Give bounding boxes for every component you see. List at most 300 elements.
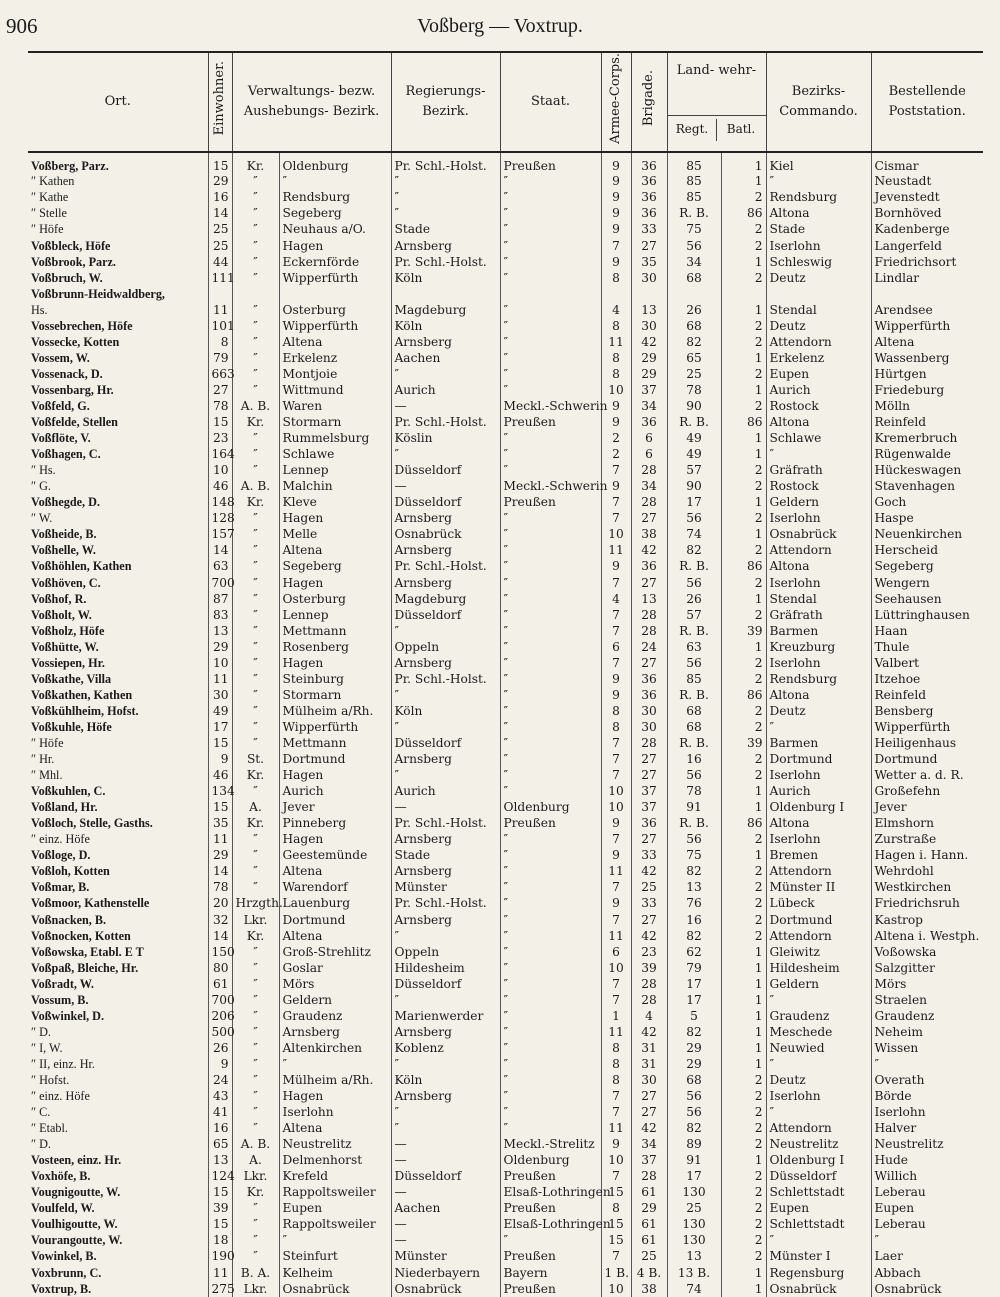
armeecorps-cell: 9: [601, 398, 631, 414]
regiment-cell: 82: [667, 1024, 721, 1040]
staat-cell: ″: [500, 527, 601, 543]
bataillon-cell: 1: [721, 976, 766, 992]
armeecorps-cell: 7: [601, 623, 631, 639]
armeecorps-cell: 10: [601, 382, 631, 398]
bezirkscommando-cell: ″: [766, 719, 871, 735]
staat-cell: Preußen: [500, 816, 601, 832]
verwaltung-cell: ″: [232, 784, 279, 800]
armeecorps-cell: 7: [601, 768, 631, 784]
poststation-cell: Lüttringhausen: [871, 607, 983, 623]
staat-cell: ″: [500, 864, 601, 880]
bezirkscommando-cell: Erkelenz: [766, 350, 871, 366]
bataillon-cell: 1: [721, 1265, 766, 1281]
staat-cell: Oldenburg: [500, 1153, 601, 1169]
regiment-cell: 85: [667, 190, 721, 206]
verwaltung-cell: ″: [232, 1072, 279, 1088]
poststation-cell: Börde: [871, 1089, 983, 1105]
ort-type: ″ Stelle: [31, 206, 67, 221]
ort-name: Voßmoor, Kathenstelle: [31, 896, 150, 911]
table-row: [28, 1153, 983, 1169]
brigade-cell: 37: [631, 800, 667, 816]
header-verwaltung: Verwaltungs- bezw. Aushebungs- Bezirk.: [232, 52, 391, 152]
bezirkscommando-cell: [766, 286, 871, 302]
aushebungsbezirk-cell: Kleve: [279, 495, 391, 511]
table-row: [28, 1233, 983, 1249]
einwohner-cell: 32: [208, 912, 232, 928]
aushebungsbezirk-cell: Aurich: [279, 784, 391, 800]
regierungsbezirk-cell: Pr. Schl.-Holst.: [391, 152, 500, 174]
regierungsbezirk-cell: Arnsberg: [391, 1089, 500, 1105]
ort-name: Voßpaß, Bleiche, Hr.: [31, 960, 139, 975]
poststation-cell: ″: [871, 1056, 983, 1072]
verwaltung-cell: ″: [232, 655, 279, 671]
bataillon-cell: 2: [721, 238, 766, 254]
staat-cell: [500, 286, 601, 302]
regiment-cell: 56: [667, 832, 721, 848]
header-brigade-label: Brigade.: [641, 70, 656, 127]
verwaltung-cell: ″: [232, 1056, 279, 1072]
poststation-cell: Wipperfürth: [871, 719, 983, 735]
aushebungsbezirk-cell: Wipperfürth: [279, 270, 391, 286]
regierungsbezirk-cell: ″: [391, 768, 500, 784]
regierungsbezirk-cell: Arnsberg: [391, 238, 500, 254]
ort-type: ″ II, einz. Hr.: [31, 1056, 95, 1071]
bataillon-cell: 1: [721, 1024, 766, 1040]
brigade-cell: 36: [631, 671, 667, 687]
staat-cell: ″: [500, 1008, 601, 1024]
table-row: [28, 190, 983, 206]
ort-name: Voßkuhlen, C.: [31, 784, 106, 799]
ort-cell: [28, 1137, 208, 1153]
gazetteer-table-container: [28, 51, 983, 1297]
armeecorps-cell: 7: [601, 1089, 631, 1105]
ort-name: Voßhöhlen, Kathen: [31, 559, 132, 574]
regierungsbezirk-cell: Oppeln: [391, 639, 500, 655]
bataillon-cell: 1: [721, 639, 766, 655]
table-row: [28, 318, 983, 334]
aushebungsbezirk-cell: Osnabrück: [279, 1281, 391, 1297]
regiment-cell: 25: [667, 1201, 721, 1217]
ort-name: Voßowska, Etabl. E T: [31, 944, 144, 959]
armeecorps-cell: 10: [601, 1281, 631, 1297]
bataillon-cell: 2: [721, 880, 766, 896]
bataillon-cell: [721, 286, 766, 302]
verwaltung-cell: ″: [232, 302, 279, 318]
bezirkscommando-cell: Attendorn: [766, 334, 871, 350]
poststation-cell: Segeberg: [871, 559, 983, 575]
armeecorps-cell: 9: [601, 174, 631, 190]
ort-cell: [28, 431, 208, 447]
verwaltung-cell: ″: [232, 1040, 279, 1056]
ort-cell: [28, 398, 208, 414]
regierungsbezirk-cell: ″: [391, 1121, 500, 1137]
staat-cell: ″: [500, 1072, 601, 1088]
ort-name: Voxbrunn, C.: [31, 1265, 102, 1280]
ort-name: Vossiepen, Hr.: [31, 655, 105, 670]
bezirkscommando-cell: Oldenburg I: [766, 800, 871, 816]
verwaltung-cell: ″: [232, 687, 279, 703]
verwaltung-cell: ″: [232, 880, 279, 896]
ort-cell: [28, 880, 208, 896]
brigade-cell: 42: [631, 928, 667, 944]
regierungsbezirk-cell: Pr. Schl.-Holst.: [391, 671, 500, 687]
aushebungsbezirk-cell: Altena: [279, 334, 391, 350]
bezirkscommando-cell: Regensburg: [766, 1265, 871, 1281]
ort-name: Voßbruch, W.: [31, 270, 103, 285]
armeecorps-cell: 10: [601, 960, 631, 976]
ort-type: ″ Etabl.: [31, 1121, 68, 1136]
ort-name: Vossecke, Kotten: [31, 334, 120, 349]
regierungsbezirk-cell: Magdeburg: [391, 591, 500, 607]
einwohner-cell: 25: [208, 238, 232, 254]
regiment-cell: R. B.: [667, 415, 721, 431]
ort-name: Voßheide, B.: [31, 527, 97, 542]
table-row: [28, 944, 983, 960]
einwohner-cell: 26: [208, 1040, 232, 1056]
ort-cell: [28, 928, 208, 944]
header-ort: Ort.: [104, 93, 131, 109]
ort-name: Voßhelle, W.: [31, 543, 96, 558]
poststation-cell: Thule: [871, 639, 983, 655]
staat-cell: ″: [500, 1233, 601, 1249]
poststation-cell: Neuenkirchen: [871, 527, 983, 543]
staat-cell: ″: [500, 832, 601, 848]
ort-name: Vossum, B.: [31, 992, 89, 1007]
ort-cell: [28, 816, 208, 832]
aushebungsbezirk-cell: ″: [279, 1056, 391, 1072]
regierungsbezirk-cell: —: [391, 1217, 500, 1233]
ort-cell: [28, 350, 208, 366]
bataillon-cell: 1: [721, 382, 766, 398]
verwaltung-cell: ″: [232, 382, 279, 398]
einwohner-cell: 9: [208, 752, 232, 768]
regierungsbezirk-cell: Pr. Schl.-Holst.: [391, 816, 500, 832]
ort-type: ″ D.: [31, 1024, 51, 1039]
table-row: [28, 431, 983, 447]
poststation-cell: Großefehn: [871, 784, 983, 800]
bezirkscommando-cell: Hildesheim: [766, 960, 871, 976]
bataillon-cell: 1: [721, 848, 766, 864]
bataillon-cell: 1: [721, 1040, 766, 1056]
verwaltung-cell: ″: [232, 222, 279, 238]
regiment-cell: 57: [667, 607, 721, 623]
einwohner-cell: 78: [208, 398, 232, 414]
ort-name: Voulfeld, W.: [31, 1201, 95, 1216]
poststation-cell: Kastrop: [871, 912, 983, 928]
staat-cell: ″: [500, 302, 601, 318]
ort-cell: [28, 382, 208, 398]
poststation-cell: Wehrdohl: [871, 864, 983, 880]
regierungsbezirk-cell: Pr. Schl.-Holst.: [391, 896, 500, 912]
armeecorps-cell: 9: [601, 152, 631, 174]
bataillon-cell: 2: [721, 334, 766, 350]
armeecorps-cell: 7: [601, 495, 631, 511]
ort-cell: [28, 864, 208, 880]
ort-cell: [28, 463, 208, 479]
aushebungsbezirk-cell: Oldenburg: [279, 152, 391, 174]
armeecorps-cell: 10: [601, 784, 631, 800]
regiment-cell: 82: [667, 864, 721, 880]
table-row: [28, 960, 983, 976]
header-einwohner-label: Einwohner.: [212, 61, 227, 136]
bataillon-cell: 2: [721, 1201, 766, 1217]
poststation-cell: Wipperfürth: [871, 318, 983, 334]
bataillon-cell: 86: [721, 559, 766, 575]
ort-cell: [28, 575, 208, 591]
brigade-cell: 31: [631, 1056, 667, 1072]
staat-cell: ″: [500, 703, 601, 719]
einwohner-cell: 124: [208, 1169, 232, 1185]
staat-cell: ″: [500, 591, 601, 607]
bataillon-cell: 2: [721, 222, 766, 238]
ort-cell: [28, 527, 208, 543]
regierungsbezirk-cell: Münster: [391, 880, 500, 896]
regiment-cell: 82: [667, 543, 721, 559]
bezirkscommando-cell: Gräfrath: [766, 607, 871, 623]
regiment-cell: R. B.: [667, 623, 721, 639]
regierungsbezirk-cell: Köln: [391, 1072, 500, 1088]
table-row: [28, 447, 983, 463]
table-row: [28, 174, 983, 190]
bataillon-cell: 2: [721, 463, 766, 479]
ort-cell: [28, 784, 208, 800]
regierungsbezirk-cell: Düsseldorf: [391, 607, 500, 623]
staat-cell: ″: [500, 463, 601, 479]
aushebungsbezirk-cell: Goslar: [279, 960, 391, 976]
verwaltung-cell: Kr.: [232, 415, 279, 431]
staat-cell: ″: [500, 912, 601, 928]
einwohner-cell: 43: [208, 1089, 232, 1105]
ort-type: ″ einz. Höfe: [31, 1089, 90, 1104]
table-row: [28, 302, 983, 318]
ort-cell: [28, 1105, 208, 1121]
bataillon-cell: 1: [721, 944, 766, 960]
ort-cell: [28, 1185, 208, 1201]
bataillon-cell: 2: [721, 912, 766, 928]
ort-name: Voßfeld, G.: [31, 399, 90, 413]
bataillon-cell: 1: [721, 174, 766, 190]
ort-name: Voßhof, R.: [31, 591, 87, 606]
table-row: [28, 784, 983, 800]
header-post: Bestellende Poststation.: [871, 52, 983, 152]
regiment-cell: 29: [667, 1040, 721, 1056]
bezirkscommando-cell: Schlawe: [766, 431, 871, 447]
verwaltung-cell: ″: [232, 174, 279, 190]
bataillon-cell: 2: [721, 703, 766, 719]
regierungsbezirk-cell: Aurich: [391, 382, 500, 398]
einwohner-cell: 46: [208, 479, 232, 495]
regierungsbezirk-cell: —: [391, 398, 500, 414]
regiment-cell: 29: [667, 1056, 721, 1072]
regiment-cell: [667, 286, 721, 302]
bezirkscommando-cell: Schlettstadt: [766, 1185, 871, 1201]
verwaltung-cell: Lkr.: [232, 1281, 279, 1297]
staat-cell: ″: [500, 607, 601, 623]
einwohner-cell: 11: [208, 1265, 232, 1281]
einwohner-cell: 61: [208, 976, 232, 992]
armeecorps-cell: 7: [601, 752, 631, 768]
staat-cell: ″: [500, 848, 601, 864]
ort-name: Voßnocken, Kotten: [31, 928, 131, 943]
regiment-cell: 56: [667, 1089, 721, 1105]
brigade-cell: 36: [631, 152, 667, 174]
staat-cell: Preußen: [500, 495, 601, 511]
ort-cell: [28, 302, 208, 318]
aushebungsbezirk-cell: Altena: [279, 1121, 391, 1137]
brigade-cell: 36: [631, 415, 667, 431]
gazetteer-table: [28, 51, 983, 1297]
aushebungsbezirk-cell: Stormarn: [279, 687, 391, 703]
verwaltung-cell: B. A.: [232, 1265, 279, 1281]
staat-cell: ″: [500, 511, 601, 527]
bataillon-cell: 1: [721, 350, 766, 366]
ort-name: Vowinkel, B.: [31, 1249, 97, 1264]
poststation-cell: Kadenberge: [871, 222, 983, 238]
ort-cell: [28, 1249, 208, 1265]
einwohner-cell: 49: [208, 703, 232, 719]
table-row: [28, 864, 983, 880]
bezirkscommando-cell: Iserlohn: [766, 1089, 871, 1105]
staat-cell: ″: [500, 350, 601, 366]
armeecorps-cell: 8: [601, 366, 631, 382]
aushebungsbezirk-cell: Rappoltsweiler: [279, 1185, 391, 1201]
regiment-cell: 13: [667, 880, 721, 896]
verwaltung-cell: ″: [232, 1105, 279, 1121]
aushebungsbezirk-cell: Schlawe: [279, 447, 391, 463]
header-landwehr: [667, 52, 766, 152]
bezirkscommando-cell: Eupen: [766, 366, 871, 382]
verwaltung-cell: A. B.: [232, 479, 279, 495]
aushebungsbezirk-cell: Pinneberg: [279, 816, 391, 832]
armeecorps-cell: 11: [601, 864, 631, 880]
regierungsbezirk-cell: ″: [391, 174, 500, 190]
bataillon-cell: 1: [721, 1281, 766, 1297]
armeecorps-cell: 9: [601, 896, 631, 912]
staat-cell: ″: [500, 992, 601, 1008]
ort-name: Voßberg, Parz.: [31, 158, 109, 173]
bataillon-cell: 1: [721, 1056, 766, 1072]
ort-cell: [28, 655, 208, 671]
staat-cell: ″: [500, 896, 601, 912]
aushebungsbezirk-cell: Waren: [279, 398, 391, 414]
staat-cell: ″: [500, 559, 601, 575]
verwaltung-cell: ″: [232, 1217, 279, 1233]
ort-cell: [28, 511, 208, 527]
bezirkscommando-cell: Münster I: [766, 1249, 871, 1265]
brigade-cell: 28: [631, 623, 667, 639]
brigade-cell: 30: [631, 270, 667, 286]
verwaltung-cell: ″: [232, 254, 279, 270]
aushebungsbezirk-cell: Warendorf: [279, 880, 391, 896]
brigade-cell: 4: [631, 1008, 667, 1024]
bataillon-cell: 2: [721, 543, 766, 559]
ort-name: Voßflöte, V.: [31, 431, 91, 446]
aushebungsbezirk-cell: ″: [279, 1233, 391, 1249]
armeecorps-cell: 15: [601, 1185, 631, 1201]
verwaltung-cell: St.: [232, 752, 279, 768]
bataillon-cell: 2: [721, 1137, 766, 1153]
staat-cell: ″: [500, 190, 601, 206]
regiment-cell: 91: [667, 800, 721, 816]
verwaltung-cell: [232, 286, 279, 302]
armeecorps-cell: 8: [601, 1040, 631, 1056]
regiment-cell: 78: [667, 382, 721, 398]
einwohner-cell: 80: [208, 960, 232, 976]
regiment-cell: 130: [667, 1233, 721, 1249]
bezirkscommando-cell: Kreuzburg: [766, 639, 871, 655]
poststation-cell: Leberau: [871, 1217, 983, 1233]
armeecorps-cell: 9: [601, 1137, 631, 1153]
regiment-cell: 34: [667, 254, 721, 270]
regierungsbezirk-cell: Pr. Schl.-Holst.: [391, 254, 500, 270]
bataillon-cell: 2: [721, 671, 766, 687]
ort-type: ″ Hr.: [31, 752, 55, 767]
aushebungsbezirk-cell: Lauenburg: [279, 896, 391, 912]
staat-cell: ″: [500, 928, 601, 944]
armeecorps-cell: 9: [601, 190, 631, 206]
aushebungsbezirk-cell: Dortmund: [279, 752, 391, 768]
brigade-cell: 13: [631, 302, 667, 318]
ort-name: Vougnigoutte, W.: [31, 1185, 121, 1200]
bezirkscommando-cell: ″: [766, 1056, 871, 1072]
ort-cell: [28, 1201, 208, 1217]
table-row: [28, 1185, 983, 1201]
regiment-cell: 13: [667, 1249, 721, 1265]
table-header: [28, 52, 983, 152]
regiment-cell: 79: [667, 960, 721, 976]
staat-cell: ″: [500, 687, 601, 703]
bataillon-cell: 86: [721, 206, 766, 222]
brigade-cell: 42: [631, 1024, 667, 1040]
ort-name: Voulhigoutte, W.: [31, 1217, 118, 1232]
ort-cell: [28, 992, 208, 1008]
einwohner-cell: 14: [208, 206, 232, 222]
ort-cell: [28, 703, 208, 719]
armeecorps-cell: 1 B.: [601, 1265, 631, 1281]
regierungsbezirk-cell: Arnsberg: [391, 912, 500, 928]
poststation-cell: Leberau: [871, 1185, 983, 1201]
table-row: [28, 1008, 983, 1024]
poststation-cell: Cismar: [871, 152, 983, 174]
bataillon-cell: 2: [721, 1105, 766, 1121]
table-row: [28, 976, 983, 992]
bezirkscommando-cell: Attendorn: [766, 543, 871, 559]
regierungsbezirk-cell: Köln: [391, 318, 500, 334]
regierungsbezirk-cell: ″: [391, 623, 500, 639]
ort-cell: [28, 286, 208, 302]
ort-type: Hs.: [31, 302, 48, 317]
bezirkscommando-cell: Deutz: [766, 703, 871, 719]
regiment-cell: 68: [667, 719, 721, 735]
aushebungsbezirk-cell: Iserlohn: [279, 1105, 391, 1121]
ort-name: Voxtrup, B.: [31, 1281, 92, 1296]
ort-name: Voßbrunn-Heidwaldberg,: [31, 286, 165, 301]
ort-cell: [28, 1008, 208, 1024]
bezirkscommando-cell: Altona: [766, 559, 871, 575]
table-row: [28, 816, 983, 832]
ort-name: Voßbrook, Parz.: [31, 254, 116, 269]
bezirkscommando-cell: Altona: [766, 816, 871, 832]
verwaltung-cell: ″: [232, 1233, 279, 1249]
table-row: [28, 1201, 983, 1217]
verwaltung-cell: ″: [232, 607, 279, 623]
einwohner-cell: 16: [208, 190, 232, 206]
regierungsbezirk-cell: —: [391, 1233, 500, 1249]
brigade-cell: 34: [631, 1137, 667, 1153]
verwaltung-cell: ″: [232, 270, 279, 286]
regiment-cell: 68: [667, 1072, 721, 1088]
regiment-cell: 82: [667, 928, 721, 944]
